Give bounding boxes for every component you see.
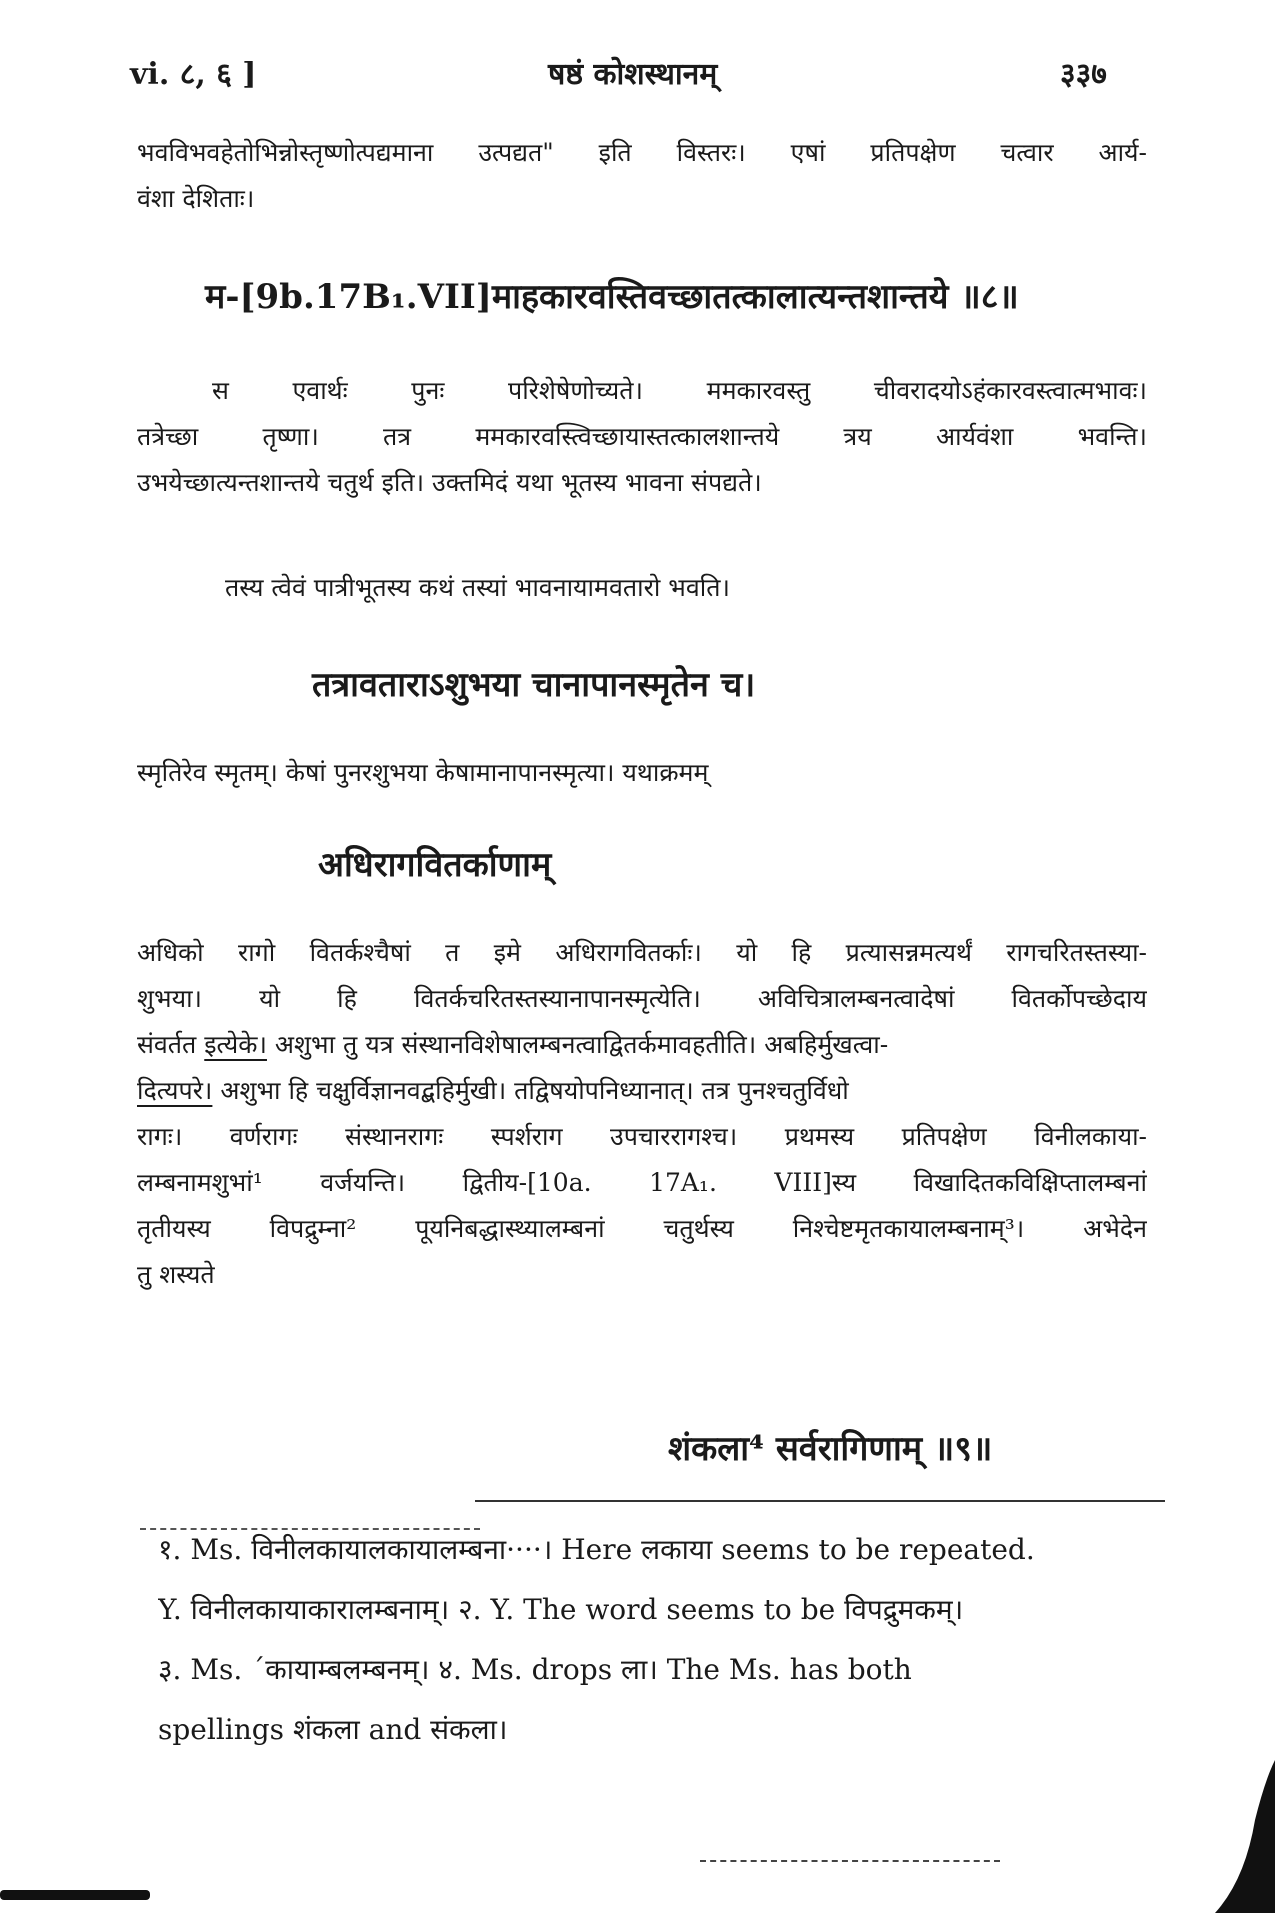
text-line <box>137 1068 1147 1114</box>
text-fragment: अशुभा तु यत्र संस्थानविशेषालम्बनत्वाद्वितर्कमावहतीति। अबहिर्मुखत्वा- <box>274 1030 889 1059</box>
underlined-phrase: इत्येके। <box>204 1030 267 1059</box>
text-line: तृतीयस्य विपद्रुम्ना² पूयनिबद्धास्थ्यालम्बनां चतुर्थस्य निश्चेष्टमृतकायालम्बनाम्³। अभेदेन <box>137 1214 1147 1243</box>
text-fragment: अशुभा हि चक्षुर्विज्ञानवद्बहिर्मुखी। तद्विषयोपनिध्यानात्। तत्र पुनश्चतुर्विधो <box>220 1076 849 1105</box>
text-line: तत्रेच्छा तृष्णा। तत्र ममकारवस्त्विच्छायास्तत्कालशान्तये त्रय आर्यवंशा भवन्ति। <box>137 422 1147 451</box>
text-line: भवविभवहेतोभिन्नोस्तृष्णोत्पद्यमाना उत्पद्यत" इति विस्तरः। एषां प्रतिपक्षेण चत्वार आर्य- <box>137 138 1147 167</box>
text-line: वंशा देशिताः। <box>137 184 255 213</box>
paragraph-3 <box>225 565 1125 611</box>
text-line: लम्बनामशुभां¹ वर्जयन्ति। द्वितीय-[10a. 17A₁. VIII]स्य विखादितकविक्षिप्तालम्बनां <box>137 1168 1147 1197</box>
footnote-line: Y. विनीलकायाकारालम्बनाम्। २. Y. The word seems to be विपद्रुमकम्। <box>158 1593 964 1626</box>
paragraph-4 <box>137 750 1147 796</box>
paragraph-2 <box>137 368 1147 506</box>
verse-adhiraga: अधिरागवितर्काणाम् <box>318 845 552 885</box>
karika-9: शंकला⁴ सर्वरागिणाम् ॥९॥ <box>668 1429 993 1469</box>
text-line: उभयेच्छात्यन्तशान्तये चतुर्थ इति। उक्तमिदं यथा भूतस्य भावना संपद्यते। <box>137 468 762 497</box>
scan-artifact-bottom-left <box>0 1890 150 1900</box>
text-fragment: संवर्तत <box>137 1030 197 1059</box>
verse-avatara: तत्रावताराऽशुभया चानापानस्मृतेन च। <box>312 665 756 705</box>
text-line: अधिको रागो वितर्कश्चैषां त इमे अधिरागवितर्काः। यो हि प्रत्यासन्नमत्यर्थं रागचरितस्तस्या- <box>137 938 1147 967</box>
header-page-number: ३३७ <box>1060 57 1107 92</box>
text-line: रागः। वर्णरागः संस्थानरागः स्पर्शराग उपचाररागश्च। प्रथमस्य प्रतिपक्षेण विनीलकाया- <box>137 1122 1147 1151</box>
text-line: स एवार्थः पुनः परिशेषेणोच्यते। ममकारवस्तु चीवरादयोऽहंकारवस्त्वात्मभावः। <box>212 376 1147 405</box>
footnote-line: १. Ms. विनीलकायालकायालम्बना····। Here लकाया seems to be repeated. <box>158 1533 1035 1566</box>
footnote-line: ३. Ms. ˊकायाम्बलम्बनम्। ४. Ms. drops ला। The Ms. has both <box>158 1653 912 1686</box>
paragraph-1 <box>137 130 1147 222</box>
text-line: शुभया। यो हि वितर्कचरितस्तस्यानापानस्मृत्येति। अविचित्रालम्बनत्वादेषां वितर्कोपच्छेदाय <box>137 984 1147 1013</box>
text-line: तस्य त्वेवं पात्रीभूतस्य कथं तस्यां भावनायामवतारो भवति। <box>225 573 730 602</box>
scan-artifact-bottom-right <box>1215 1760 1275 1913</box>
footnote-rule <box>475 1500 1165 1502</box>
text-line <box>137 1022 1147 1068</box>
bottom-dashed-rule <box>700 1860 1000 1862</box>
header-section-ref: vi. ८, ६ ] <box>130 57 257 92</box>
header-title: षष्ठं कोशस्थानम् <box>548 57 718 92</box>
karika-8: म-[9b.17B₁.VII]माहकारवस्तिवच्छातत्कालात्यन्तशान्तये ॥८॥ <box>205 277 1019 317</box>
footnotes <box>158 1520 1153 1760</box>
paragraph-5 <box>137 930 1147 1298</box>
text-line: तु शस्यते <box>137 1260 215 1289</box>
text-line: स्मृतिरेव स्मृतम्। केषां पुनरशुभया केषामानापानस्मृत्या। यथाक्रमम् <box>137 758 709 787</box>
footnote-line: spellings शंकला and संकला। <box>158 1713 508 1746</box>
underlined-phrase: दित्यपरे। <box>137 1076 213 1105</box>
